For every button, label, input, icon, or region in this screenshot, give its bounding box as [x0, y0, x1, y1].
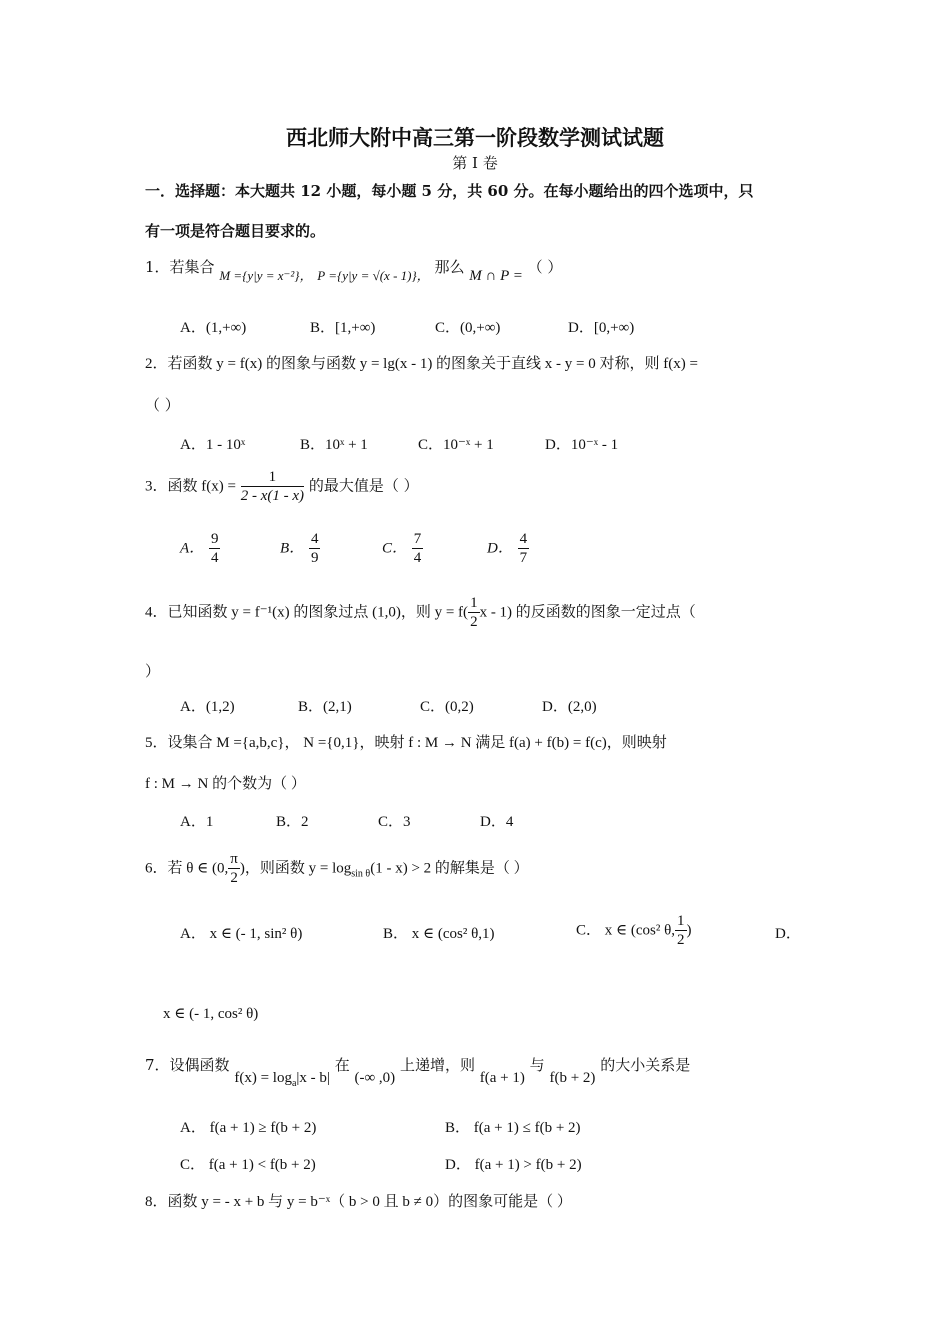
q3-option-a — [180, 530, 220, 567]
q7-mid2: 上递增，则 — [399, 1056, 475, 1074]
q5-option-d: D．4 — [480, 814, 514, 830]
q1-blank: （ ） — [527, 258, 563, 276]
q1-prefix: 1．若集合 — [145, 258, 215, 276]
q6-option-c-den: 2 — [677, 932, 685, 948]
q4-half-num: 1 — [470, 595, 478, 611]
q1-set-m: M ={y|y = x⁻²}， — [219, 268, 313, 283]
q4-half-den: 2 — [470, 614, 478, 630]
q6-option-d-value: x ∈ (- 1, cos² θ) — [163, 1006, 259, 1022]
q6-pi-num: π — [230, 851, 238, 867]
question-3 — [145, 468, 419, 505]
q3-option-b — [280, 530, 320, 567]
question-6 — [145, 850, 529, 887]
q6-pi-den: 2 — [230, 870, 238, 886]
q4-option-b: B．(2,1) — [298, 699, 352, 715]
q3-option-d-num: 4 — [519, 531, 528, 547]
q7-prefix: 7．设偶函数 — [145, 1056, 230, 1074]
q3-option-d-den: 7 — [519, 550, 528, 566]
q6-option-c-num: 1 — [677, 913, 685, 929]
q3-fraction — [241, 468, 304, 505]
q7-option-a: A． f(a + 1) ≥ f(b + 2) — [180, 1120, 317, 1136]
q2-option-b: B．10ˣ + 1 — [300, 437, 368, 453]
q3-option-c-den: 4 — [413, 550, 422, 566]
q7-abs: |x - b| — [296, 1070, 330, 1086]
q6-option-d-label: D． — [775, 926, 801, 942]
q3-option-c-label: C． — [382, 540, 408, 557]
q3-option-a-den: 4 — [210, 550, 219, 566]
q7-mid1: 在 — [334, 1056, 350, 1074]
question-5-line2: f : M → N 的个数为（ ） — [145, 776, 306, 792]
q3-option-b-num: 4 — [310, 531, 319, 547]
volume-label: 第 I 卷 — [452, 154, 498, 172]
q4-option-a: A．(1,2) — [180, 699, 235, 715]
q4-option-d: D．(2,0) — [542, 699, 597, 715]
q7-option-d: D． f(a + 1) > f(b + 2) — [445, 1157, 582, 1173]
q3-option-d — [487, 530, 529, 567]
q6-option-c-pre: C． x ∈ (cos² θ, — [576, 922, 676, 939]
q2-blank: （ ） — [145, 396, 180, 414]
q7-interval: (-∞ ,0) — [354, 1070, 396, 1086]
q7-base: a — [291, 1078, 297, 1089]
q3-option-a-num: 9 — [210, 531, 219, 547]
q1-option-d: D．[0,+∞) — [568, 320, 635, 336]
q7-mid3: 与 — [529, 1056, 545, 1074]
q7-option-c: C． f(a + 1) < f(b + 2) — [180, 1157, 316, 1173]
q4-suffix: x - 1) 的反函数的图象一定过点（ — [479, 604, 696, 621]
q3-option-b-den: 9 — [310, 550, 319, 566]
q7-option-b: B． f(a + 1) ≤ f(b + 2) — [445, 1120, 581, 1136]
q2-option-c: C．10⁻ˣ + 1 — [418, 437, 494, 453]
q3-option-c — [382, 530, 423, 567]
q1-option-b: B．[1,+∞) — [310, 320, 376, 336]
q3-numerator: 1 — [241, 468, 304, 487]
q7-fa: f(a + 1) — [479, 1070, 525, 1086]
q3-option-d-label: D． — [487, 540, 513, 557]
question-2: 2．若函数 y = f(x) 的图象与函数 y = lg(x - 1) 的图象关于直线 x - y = 0 对称，则 f(x) = — [145, 356, 698, 372]
q6-option-c — [576, 912, 692, 949]
q4-option-c: C．(0,2) — [420, 699, 474, 715]
q1-option-a: A．(1,+∞) — [180, 320, 247, 336]
q5-option-b: B．2 — [276, 814, 309, 830]
q3-option-a-label: A． — [180, 540, 205, 557]
question-5-line1: 5．设集合 M ={a,b,c}， N ={0,1}，映射 f : M → N 满足 f(a) + f(b) = f(c)，则映射 — [145, 735, 667, 751]
question-8: 8．函数 y = - x + b 与 y = b⁻ˣ（ b > 0 且 b ≠ 0）的图象可能是（ ） — [145, 1194, 572, 1210]
q4-prefix: 4．已知函数 y = f⁻¹(x) 的图象过点 (1,0)，则 y = f( — [145, 604, 469, 621]
q6-suffix2: (1 - x) > 2 的解集是（ ） — [370, 860, 529, 877]
q6-log-base: sin θ — [351, 868, 371, 880]
q6-option-b: B． x ∈ (cos² θ,1) — [383, 926, 495, 942]
q2-option-a: A．1 - 10ˣ — [180, 437, 246, 453]
q6-suffix: )，则函数 y = log — [239, 860, 352, 877]
q5-option-c: C．3 — [378, 814, 411, 830]
section-instructions-line1: 一．选择题：本大题共 12 小题，每小题 5 分，共 60 分。在每小题给出的四个选项中，只 — [145, 182, 754, 200]
q1-then: 那么 — [434, 258, 465, 276]
q7-suffix: 的大小关系是 — [600, 1056, 691, 1074]
q3-option-c-num: 7 — [413, 531, 422, 547]
q5-option-a: A．1 — [180, 814, 214, 830]
section-instructions-line2: 有一项是符合题目要求的。 — [145, 222, 326, 240]
q3-denominator: 2 - x(1 - x) — [240, 488, 305, 504]
q1-option-c: C．(0,+∞) — [435, 320, 501, 336]
q3-suffix: 的最大值是（ ） — [308, 476, 419, 495]
q6-option-c-post: ) — [686, 922, 692, 939]
q7-fb: f(b + 2) — [549, 1070, 596, 1086]
q7-func: f(x) = log — [234, 1070, 292, 1086]
page-title: 西北师大附中高三第一阶段数学测试试题 — [286, 125, 664, 150]
q3-option-b-label: B． — [280, 540, 305, 557]
q6-prefix: 6．若 θ ∈ (0, — [145, 860, 229, 877]
question-4 — [145, 594, 696, 631]
q2-option-d: D．10⁻ˣ - 1 — [545, 437, 619, 453]
q3-prefix: 3．函数 f(x) = — [145, 478, 236, 495]
q4-close: ） — [145, 662, 161, 680]
question-7 — [145, 1054, 691, 1089]
q6-option-a: A． x ∈ (- 1, sin² θ) — [180, 926, 303, 942]
q1-expr: M ∩ P = — [469, 268, 523, 284]
q1-set-p: P ={y|y = √(x - 1)}， — [317, 268, 430, 283]
question-1 — [145, 256, 563, 284]
